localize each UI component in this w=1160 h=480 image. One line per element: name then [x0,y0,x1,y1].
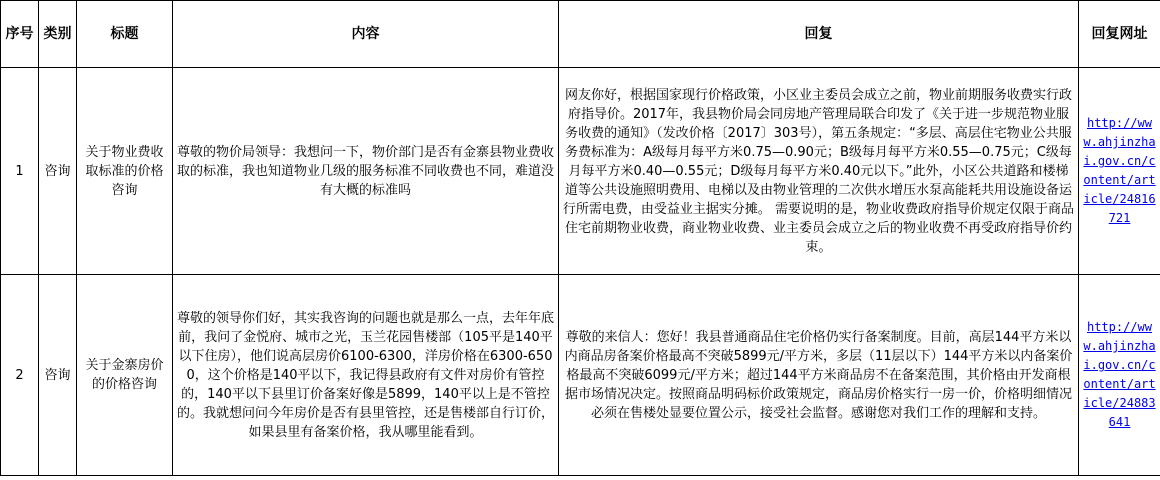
header-index: 序号 [1,1,39,68]
table-row [1,68,1160,275]
row-category: 咨询 [39,68,77,275]
header-url: 回复网址 [1079,1,1160,68]
row-title: 关于金寨房价的价格咨询 [77,275,173,476]
row-reply: 网友你好，根据国家现行价格政策，小区业主委员会成立之前，物业前期服务收费实行政府指导价。2017年，我县物价局会同房地产管理局联合印发了《关于进一步规范物业服务收费的通知》（发改价格〔2017〕303号），第五条规定：“多层、高层住宅物业公共服务费标准为：A级每月每平方米0.75—0.90元；B级每月每平方米0.55—0.75元；C级每月每平方米0.40—0.55元；D级每月每平方米0.40元以下。”此外，小区公共道路和楼梯道等公共设施照明费用、电梯以及由物业管理的二次供水增压水泵高能耗共用设施设备运行所需电费，由受益业主据实分摊。 需要说明的是，物业收费政府指导价规定仅限于商品住宅前期物业收费，商业物业收费、业主委员会成立之后的物业收费不再受政府指导价约束。 [559,68,1079,275]
header-row [1,1,1160,68]
row-reply: 尊敬的来信人：您好！我县普通商品住宅价格仍实行备案制度。目前，高层144平方米以内商品房备案价格最高不突破5899元/平方米，多层（11层以下）144平方米以内备案价格最高不突破6099元/平方米；超过144平方米商品房不在备案范围，其价格由开发商根据市场情况决定。按照商品明码标价政策规定，商品房价格实行一房一价，价格明细情况必须在售楼处显要位置公示，接受社会监督。感谢您对我们工作的理解和支持。 [559,275,1079,476]
row-url-cell [1079,275,1160,476]
header-title: 标题 [77,1,173,68]
row-index: 1 [1,68,39,275]
row-title: 关于物业费收取标准的价格咨询 [77,68,173,275]
header-category: 类别 [39,1,77,68]
reply-url-link[interactable]: http://www.ahjinzhai.gov.cn/content/article/24883641 [1083,320,1156,429]
row-index: 2 [1,275,39,476]
row-url-cell [1079,68,1160,275]
header-content: 内容 [173,1,559,68]
row-content: 尊敬的物价局领导：我想问一下，物价部门是否有金寨县物业费收取的标准，我也知道物业几级的服务标准不同收费也不同，难道没有大概的标准吗 [173,68,559,275]
reply-url-link[interactable]: http://www.ahjinzhai.gov.cn/content/article/24816721 [1083,116,1156,225]
row-category: 咨询 [39,275,77,476]
table-row [1,275,1160,476]
row-content: 尊敬的领导你们好，其实我咨询的问题也就是那么一点，去年年底前，我问了金悦府、城市之光，玉兰花园售楼部（105平是140平以下住房），他们说高层房价6100-6300，洋房价格在6300-6500，这个价格是140平以下，我记得县政府有文件对房价有管控的，140平以下县里订价备案好像是5899，140平以上是不管控的。我就想问问今年房价是否有县里管控，还是售楼部自行订价，如果县里有备案价格，我从哪里能看到。 [173,275,559,476]
header-reply: 回复 [559,1,1079,68]
